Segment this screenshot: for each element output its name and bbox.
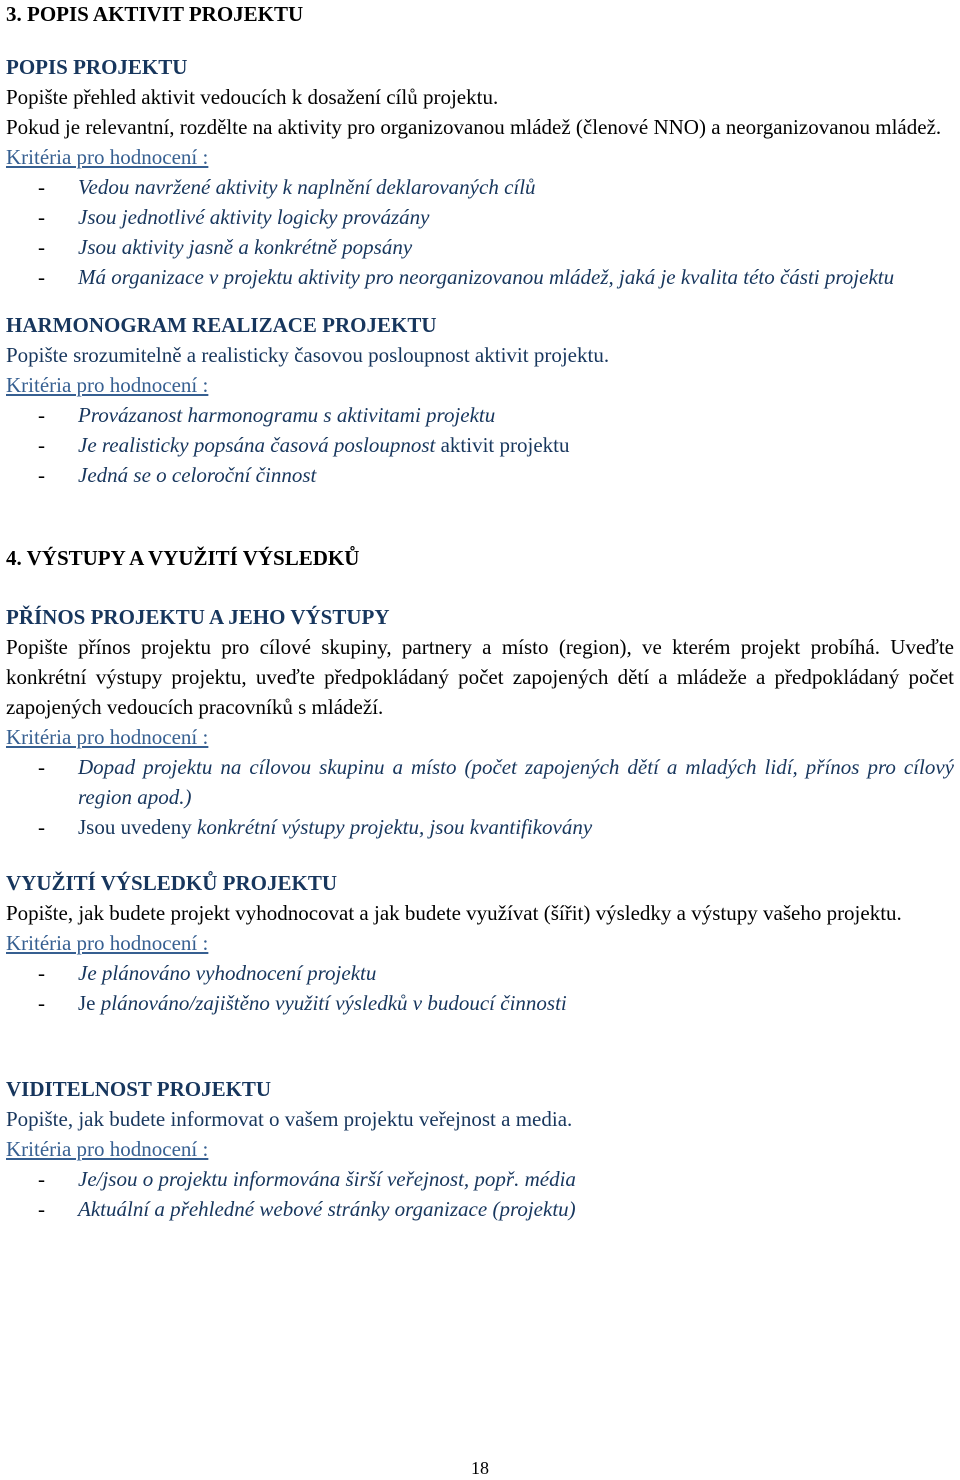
criteria-text: Je/jsou o projektu informována širší veřejnost, popř. média xyxy=(78,1167,576,1191)
document-page xyxy=(6,0,954,1224)
criteria-text-plain: aktivit projektu xyxy=(435,433,570,457)
criteria-item xyxy=(6,958,954,988)
dash-marker: - xyxy=(38,961,45,985)
popis-projektu-desc-2: Pokud je relevantní, rozdělte na aktivity pro organizovanou mládež (členové NNO) a neorganizovanou mládež. xyxy=(6,115,942,139)
criteria-item xyxy=(6,262,954,292)
popis-projektu-desc-1: Popište přehled aktivit vedoucích k dosažení cílů projektu. xyxy=(6,85,499,109)
dash-marker: - xyxy=(38,205,45,229)
dash-marker: - xyxy=(38,175,45,199)
popis-criteria-list xyxy=(6,172,954,292)
dash-marker: - xyxy=(38,815,45,839)
criteria-item xyxy=(6,1164,954,1194)
popis-projektu-title: POPIS PROJEKTU xyxy=(6,55,188,79)
criteria-item xyxy=(6,400,954,430)
criteria-item xyxy=(6,1194,954,1224)
criteria-item xyxy=(6,988,954,1018)
prinos-title: PŘÍNOS PROJEKTU A JEHO VÝSTUPY xyxy=(6,605,390,629)
harmonogram-criteria-label: Kritéria pro hodnocení : xyxy=(6,373,209,397)
popis-criteria-label: Kritéria pro hodnocení : xyxy=(6,145,209,169)
criteria-text: Jedná se o celoroční činnost xyxy=(78,463,317,487)
harmonogram-title: HARMONOGRAM REALIZACE PROJEKTU xyxy=(6,313,437,337)
viditelnost-desc: Popište, jak budete informovat o vašem projektu veřejnost a media. xyxy=(6,1107,573,1131)
criteria-item xyxy=(6,752,954,812)
dash-marker: - xyxy=(38,265,45,289)
viditelnost-criteria-list xyxy=(6,1164,954,1224)
criteria-item xyxy=(6,430,954,460)
criteria-item xyxy=(6,812,954,842)
dash-marker: - xyxy=(38,1167,45,1191)
dash-marker: - xyxy=(38,403,45,427)
criteria-text-plain: Jsou uvedeny xyxy=(78,815,197,839)
dash-marker: - xyxy=(38,463,45,487)
dash-marker: - xyxy=(38,1197,45,1221)
dash-marker: - xyxy=(38,235,45,259)
prinos-criteria-list xyxy=(6,752,954,842)
criteria-text-italic: konkrétní výstupy projektu, jsou kvantifikovány xyxy=(197,815,593,839)
criteria-text-italic: Je realisticky popsána časová posloupnost xyxy=(78,433,436,457)
criteria-text: Dopad projektu na cílovou skupinu a místo (počet zapojených dětí a mladých lidí, přínos pro cílový region apod.) xyxy=(78,755,954,809)
criteria-text: Má organizace v projektu aktivity pro neorganizovanou mládež, jaká je kvalita této části projektu xyxy=(78,265,895,289)
criteria-text-plain: Je xyxy=(78,991,101,1015)
prinos-criteria-label: Kritéria pro hodnocení : xyxy=(6,725,209,749)
criteria-text: Vedou navržené aktivity k naplnění deklarovaných cílů xyxy=(78,175,536,199)
dash-marker: - xyxy=(38,991,45,1015)
section-4-heading: 4. VÝSTUPY A VYUŽITÍ VÝSLEDKŮ xyxy=(6,546,360,570)
vyuziti-criteria-label: Kritéria pro hodnocení : xyxy=(6,931,209,955)
criteria-text: Je plánováno vyhodnocení projektu xyxy=(78,961,377,985)
prinos-desc: Popište přínos projektu pro cílové skupiny, partnery a místo (region), ve kterém projekt probíhá. Uveďte konkrétní výstupy projektu, uveďte předpokládaný počet zapojených dětí a mládeže a předpokládaný počet zapojených vedoucích pracovníků s mládeží. xyxy=(6,635,954,719)
vyuziti-title: VYUŽITÍ VÝSLEDKŮ PROJEKTU xyxy=(6,871,338,895)
harmonogram-criteria-list xyxy=(6,400,954,490)
vyuziti-desc: Popište, jak budete projekt vyhodnocovat a jak budete využívat (šířit) výsledky a výstupy vašeho projektu. xyxy=(6,901,902,925)
dash-marker: - xyxy=(38,755,45,779)
criteria-item xyxy=(6,172,954,202)
vyuziti-criteria-list xyxy=(6,958,954,1018)
criteria-item xyxy=(6,460,954,490)
dash-marker: - xyxy=(38,433,45,457)
viditelnost-criteria-label: Kritéria pro hodnocení : xyxy=(6,1137,209,1161)
harmonogram-desc: Popište srozumitelně a realisticky časovou posloupnost aktivit projektu. xyxy=(6,343,610,367)
criteria-text: Jsou jednotlivé aktivity logicky provázány xyxy=(78,205,430,229)
criteria-text: Aktuální a přehledné webové stránky organizace (projektu) xyxy=(78,1197,576,1221)
criteria-text-italic: plánováno/zajištěno využití výsledků v budoucí činnosti xyxy=(100,991,567,1015)
page-number: 18 xyxy=(471,1458,489,1478)
criteria-text: Provázanost harmonogramu s aktivitami projektu xyxy=(78,403,496,427)
criteria-item xyxy=(6,232,954,262)
criteria-item xyxy=(6,202,954,232)
criteria-text: Jsou aktivity jasně a konkrétně popsány xyxy=(78,235,413,259)
section-3-heading: 3. POPIS AKTIVIT PROJEKTU xyxy=(6,2,304,26)
viditelnost-title: VIDITELNOST PROJEKTU xyxy=(6,1077,272,1101)
